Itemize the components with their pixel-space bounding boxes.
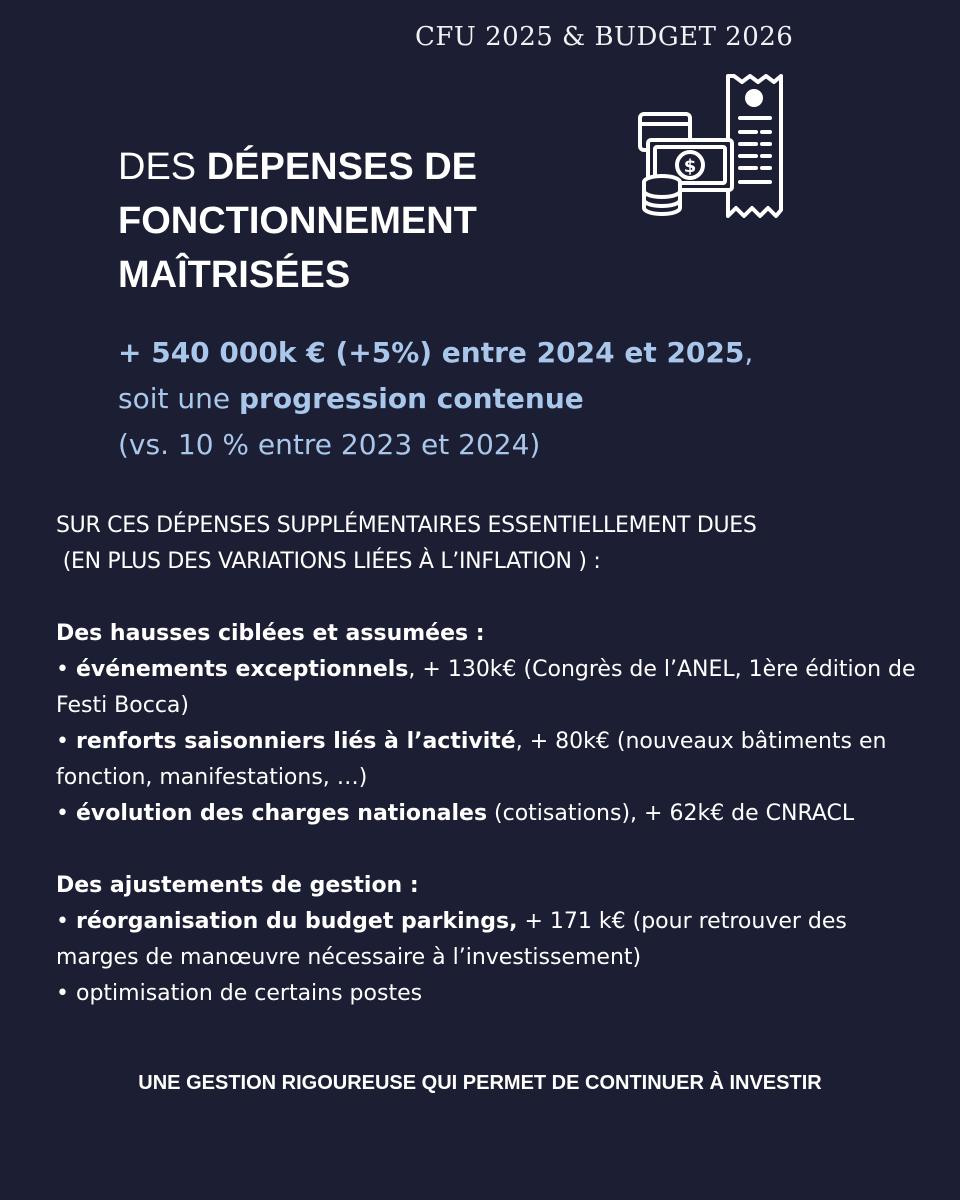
headline-bold-line3: MAÎTRISÉES bbox=[118, 254, 351, 296]
body-text bbox=[56, 508, 916, 1012]
list-item: • optimisation de certains postes bbox=[56, 981, 423, 1006]
lead-progression: progression contenue bbox=[239, 382, 584, 415]
list-item: • réorganisation du budget parkings, + 171 k€ (pour retrouver des marges de manœuvre nécessaire à l’investissement) bbox=[56, 909, 847, 970]
lead-amount: + 540 000k € (+5%) entre 2024 et 2025 bbox=[118, 336, 745, 369]
lead-comma: , bbox=[744, 336, 754, 369]
intro-line1: SUR CES DÉPENSES SUPPLÉMENTAIRES ESSENTIELLEMENT DUES bbox=[56, 513, 757, 538]
lead-statement bbox=[118, 330, 753, 468]
list-item: • événements exceptionnels, + 130k€ (Congrès de l’ANEL, 1ère édition de Festi Bocca) bbox=[56, 657, 916, 718]
lead-comparison: (vs. 10 % entre 2023 et 2024) bbox=[118, 428, 541, 461]
section1-heading: Des hausses ciblées et assumées : bbox=[56, 621, 485, 646]
headline-bold-line2: FONCTIONNEMENT bbox=[118, 200, 477, 242]
list-item: • renforts saisonniers liés à l’activité, + 80k€ (nouveaux bâtiments en fonction, manifestations, …) bbox=[56, 729, 887, 790]
headline bbox=[118, 140, 477, 302]
headline-prefix: DES bbox=[118, 146, 197, 188]
headline-bold-line1: DÉPENSES DE bbox=[206, 146, 478, 188]
intro-line2: (EN PLUS DES VARIATIONS LIÉES À L’INFLATION ) : bbox=[56, 549, 601, 574]
svg-text:$: $ bbox=[683, 156, 697, 177]
header-title: CFU 2025 & BUDGET 2026 bbox=[415, 22, 794, 52]
section2-heading: Des ajustements de gestion : bbox=[56, 873, 419, 898]
money-receipt-icon bbox=[636, 70, 786, 220]
list-item: • évolution des charges nationales (cotisations), + 62k€ de CNRACL bbox=[56, 801, 855, 826]
footer-statement: UNE GESTION RIGOUREUSE QUI PERMET DE CONTINUER À INVESTIR bbox=[138, 1072, 822, 1094]
lead-prefix: soit une bbox=[118, 382, 239, 415]
